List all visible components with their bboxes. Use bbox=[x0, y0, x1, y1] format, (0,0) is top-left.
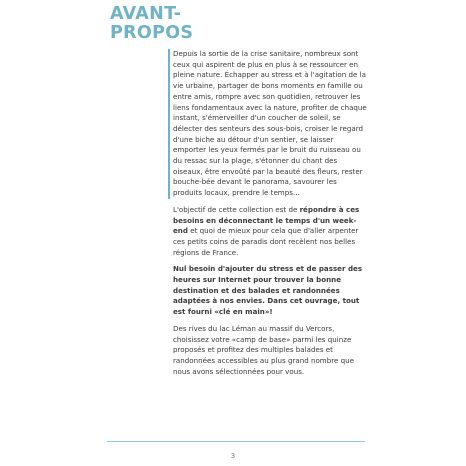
page-number: 3 bbox=[230, 452, 236, 460]
page-title-line-1: AVANT- bbox=[110, 4, 182, 24]
destinations-paragraph: Des rives du lac Léman au massif du Vercors, choisissez votre «camp de base» parmi les quinze proposés et profitez des multiples balades et randonnées accessibles au plus grand nombre que nous avons sélectionnées pour vous. bbox=[173, 323, 354, 376]
key-message-paragraph: Nul besoin d'ajouter du stress et de passer des heures sur Internet pour trouver la bonne destination et des balades et randonnées adaptées à nos envies. Dans cet ouvrage, tout est fourni «clé en main»! bbox=[173, 264, 363, 317]
objective-text-start: L'objectif de cette collection est de bbox=[173, 204, 300, 214]
objective-text-bold: répondre à ces besoins en déconnectant le temps d'un week-end bbox=[173, 204, 360, 236]
body-text-column bbox=[173, 49, 368, 377]
intro-paragraph: Depuis la sortie de la crise sanitaire, nombreux sont ceux qui aspirent de plus en plus à se ressourcer en pleine nature. Échapper au stress et à l'agitation de la vie urbaine, partager de bons moments en famille ou entre amis, rompre avec son quotidien, retrouver les liens fondamentaux avec la nature, profiter de chaque instant, s'émerveiller d'un coucher de soleil, se délecter des senteurs des sous-bois, croiser le regard d'une biche au détour d'un sentier, se laisser emporter les yeux fermés par le bruit du ruisseau ou du ressac sur la plage, s'étonner du chant des oiseaux, être envoûté par la beauté des fleurs, rester bouche-bée devant le panorama, savourer les produits locaux, prendre le temps… bbox=[168, 49, 368, 199]
page-title-line-2: PROPOS bbox=[110, 23, 194, 43]
objective-paragraph bbox=[173, 205, 368, 259]
objective-text-end: et quoi de mieux pour cela que d'aller arpenter ces petits coins de paradis dont recèlent nos belles régions de France. bbox=[173, 226, 359, 257]
page-title bbox=[110, 5, 193, 43]
footer-divider bbox=[107, 441, 365, 442]
